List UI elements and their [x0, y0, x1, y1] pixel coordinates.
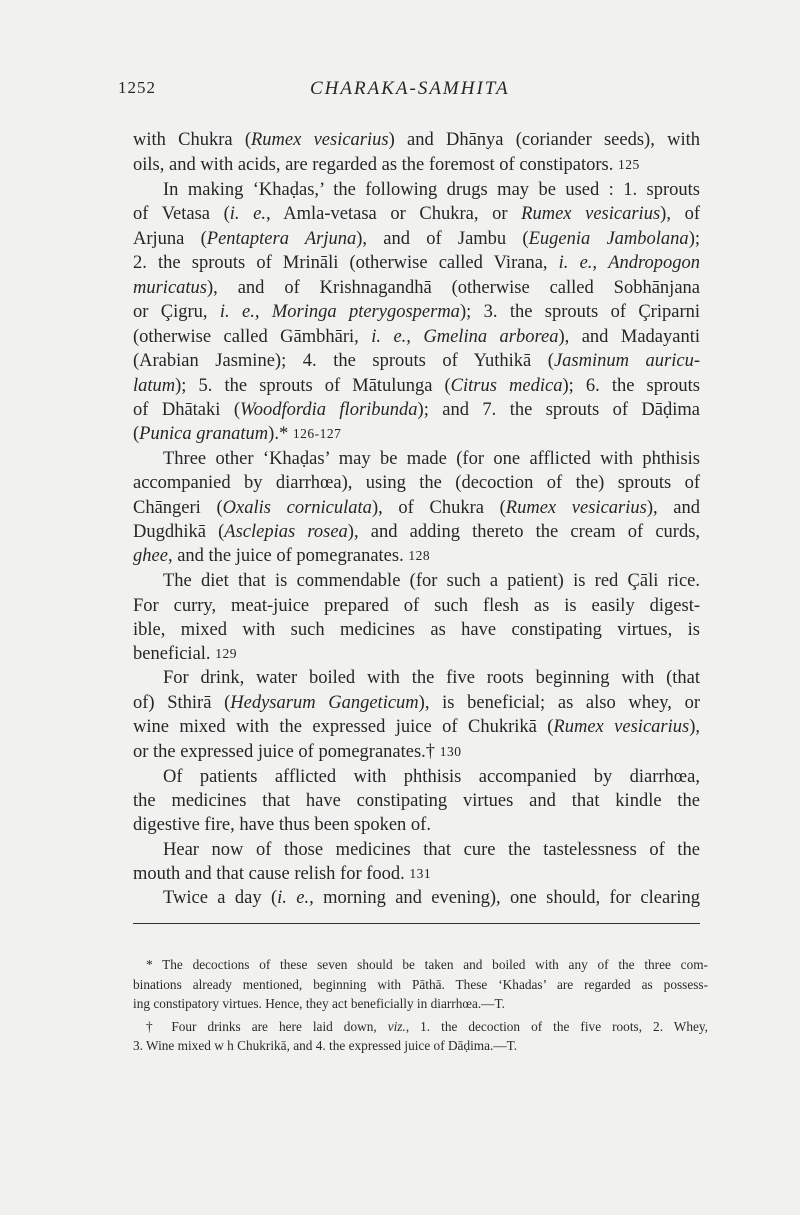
text-line: Dugdhikā (Asclepias rosea), and adding thereto the cream of curds,	[133, 522, 701, 542]
text-line: Of patients afflicted with phthisis accompanied by diarrhœa,	[163, 767, 700, 787]
footnote-divider	[133, 923, 700, 924]
text-line: of Dhātaki (Woodfordia floribunda); and 7. the sprouts of Dāḍima	[133, 400, 700, 420]
footnote-line: 3. Wine mixed w h Chukrikā, and 4. the expressed juice of Dāḍima.—T.	[133, 1038, 518, 1053]
text-line: (otherwise called Gāmbhāri, i. e., Gmelina arborea), and Madayanti	[133, 327, 700, 347]
text-line: wine mixed with the expressed juice of Chukrikā (Rumex vesicarius),	[133, 717, 700, 737]
text-line: with Chukra (Rumex vesicarius) and Dhānya (coriander seeds), with	[133, 130, 700, 150]
text-line: Three other ‘Khaḍas’ may be made (for one afflicted with phthisis	[163, 449, 700, 469]
text-line: Twice a day (i. e., morning and evening), one should, for clearing	[163, 888, 700, 908]
text-line: The diet that is commendable (for such a patient) is red Çāli rice.	[163, 571, 700, 591]
text-line: ible, mixed with such medicines as have constipating virtues, is	[133, 620, 700, 640]
text-line: of Vetasa (i. e., Amla-vetasa or Chukra, or Rumex vesicarius), of	[133, 204, 700, 224]
text-line: In making ‘Khaḍas,’ the following drugs may be used : 1. sprouts	[163, 180, 700, 200]
text-line: oils, and with acids, are regarded as the foremost of constipators. 125	[133, 155, 640, 175]
text-line: beneficial. 129	[133, 644, 237, 664]
text-line: For drink, water boiled with the five roots beginning with (that	[163, 668, 700, 688]
text-line: accompanied by diarrhœa), using the (decoction of the) sprouts of	[133, 473, 700, 493]
text-line: latum); 5. the sprouts of Mātulunga (Citrus medica); 6. the sprouts	[133, 376, 700, 396]
text-line: the medicines that have constipating virtues and that kindle the	[133, 791, 700, 811]
footnote-line: † Four drinks are here laid down, viz., 1. the decoction of the five roots, 2. Whey,	[146, 1019, 708, 1034]
text-line: Chāngeri (Oxalis corniculata), of Chukra (Rumex vesicarius), and	[133, 498, 701, 518]
text-line: Hear now of those medicines that cure the tastelessness of the	[163, 840, 700, 860]
text-line: For curry, meat-juice prepared of such flesh as is easily digest-	[133, 596, 700, 616]
text-line: or the expressed juice of pomegranates.† 130	[133, 742, 462, 762]
text-line: of) Sthirā (Hedysarum Gangeticum), is beneficial; as also whey, or	[133, 693, 700, 713]
page-header	[118, 78, 700, 102]
text-line: mouth and that cause relish for food. 131	[133, 864, 432, 884]
footnote-line: binations already mentioned, beginning with Pāthā. These ‘Khadas’ are regarded as possess-	[133, 977, 708, 992]
text-line: 2. the sprouts of Mrināli (otherwise called Virana, i. e., Andropogon	[133, 253, 701, 273]
text-line: Arjuna (Pentaptera Arjuna), and of Jambu (Eugenia Jambolana);	[133, 229, 700, 249]
text-line: (Punica granatum).* 126-127	[133, 424, 342, 444]
text-line: ghee, and the juice of pomegranates. 128	[133, 546, 431, 566]
running-title: CHARAKA-SAMHITA	[310, 78, 510, 99]
text-line: or Çigru, i. e., Moringa pterygosperma); 3. the sprouts of Çriparni	[133, 302, 700, 322]
text-line: muricatus), and of Krishnagandhā (otherwise called Sobhānjana	[133, 278, 700, 298]
text-line: digestive fire, have thus been spoken of.	[133, 815, 431, 835]
footnote-line: * The decoctions of these seven should be taken and boiled with any of the three com-	[146, 957, 708, 972]
text-line: (Arabian Jasmine); 4. the sprouts of Yuthikā (Jasminum auricu-	[133, 351, 700, 371]
page-number: 1252	[118, 78, 156, 97]
footnote-line: ing constipatory virtues. Hence, they act beneficially in diarrhœa.—T.	[133, 996, 505, 1011]
